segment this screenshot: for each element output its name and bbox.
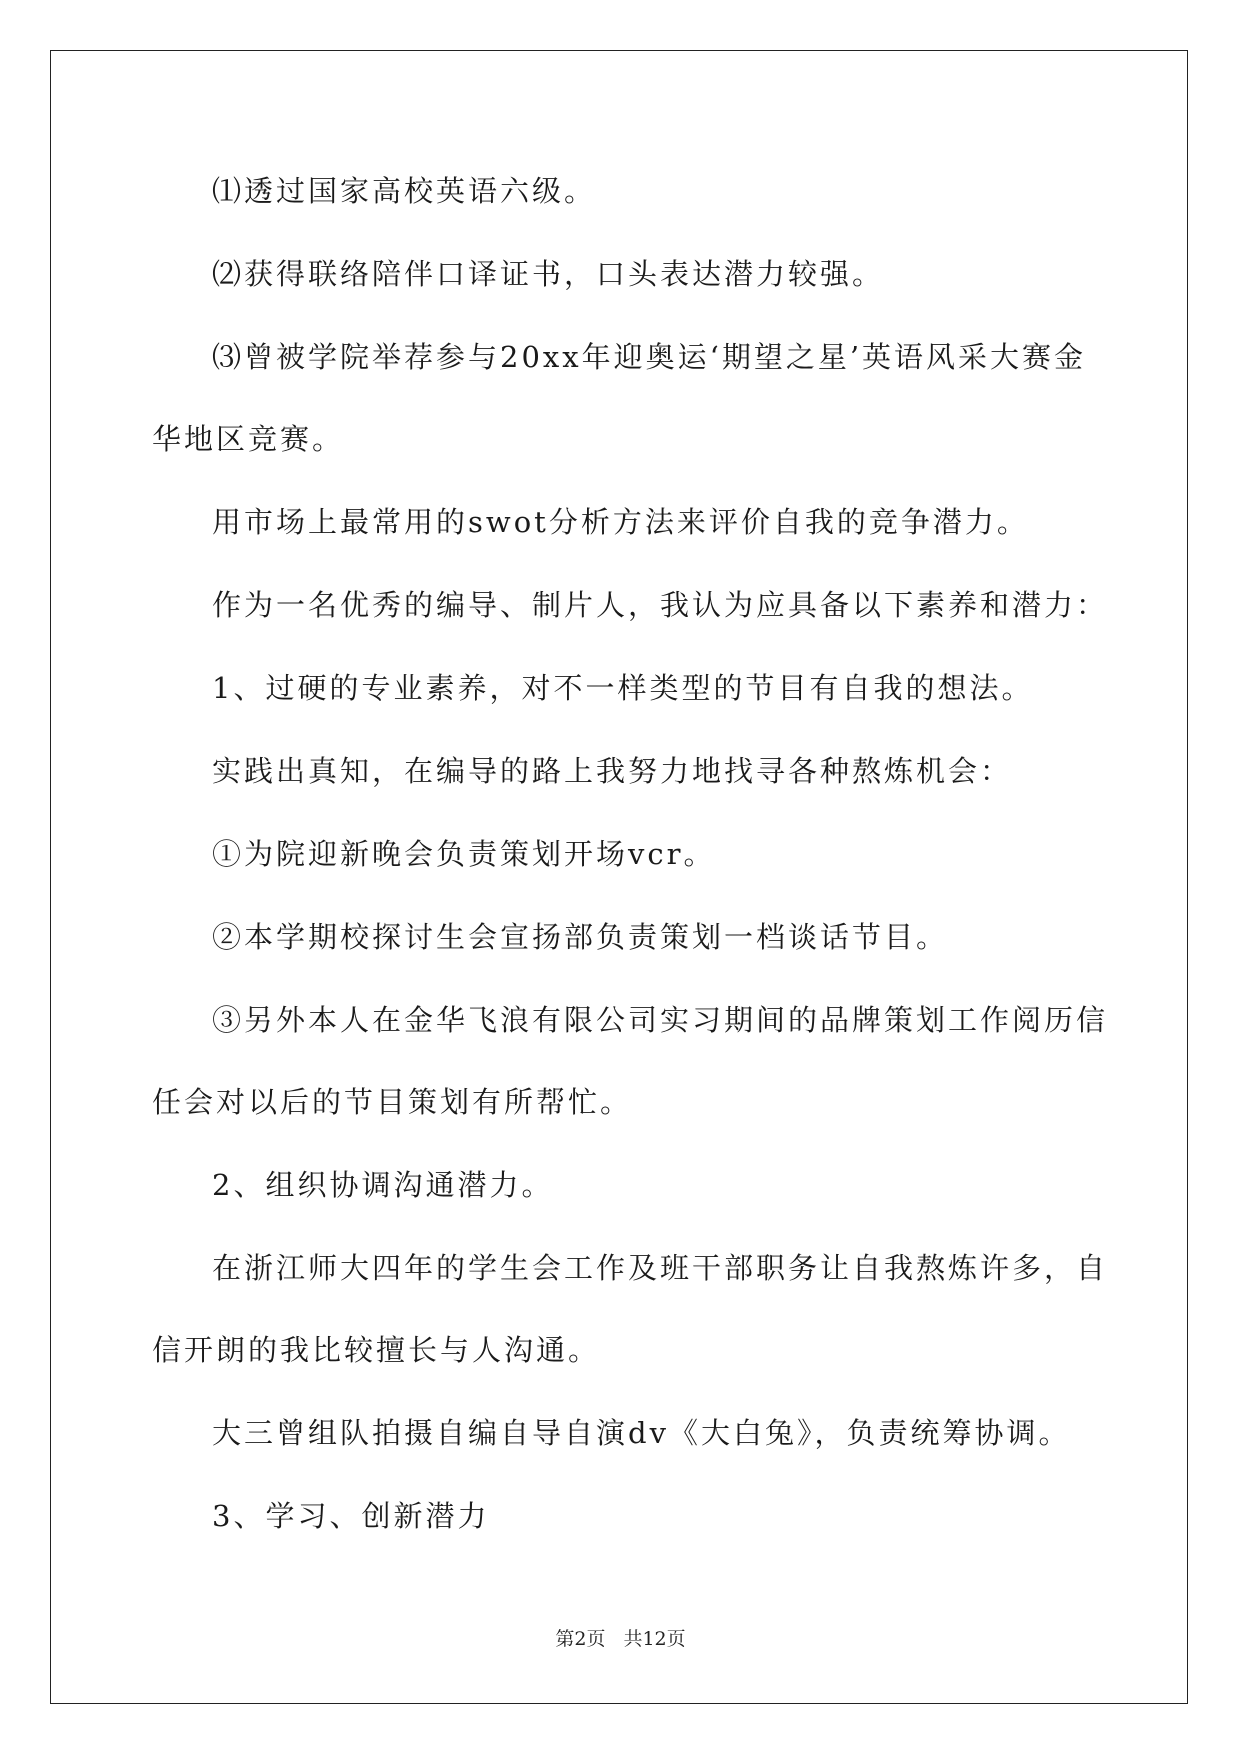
paragraph-line: 在浙江师大四年的学生会工作及班干部职务让自我熬炼许多，自 bbox=[212, 1251, 1109, 1285]
paragraph-qualities: 作为一名优秀的编导、制片人，我认为应具备以下素养和潜力： bbox=[212, 588, 1109, 622]
paragraph-item-2: 2、组织协调沟通潜力。 bbox=[212, 1168, 554, 1202]
paragraph-dv-film: 大三曾组队拍摄自编自导自演dv《大白兔》，负责统筹协调。 bbox=[212, 1416, 1071, 1450]
page-number: 第2页 bbox=[555, 1628, 606, 1650]
document-body bbox=[152, 172, 1109, 1580]
paragraph-cet6: ⑴透过国家高校英语六级。 bbox=[212, 174, 597, 208]
page-total: 共12页 bbox=[623, 1628, 686, 1650]
paragraph-line: ③另外本人在金华飞浪有限公司实习期间的品牌策划工作阅历信 bbox=[212, 1003, 1109, 1037]
paragraph-line: 华地区竞赛。 bbox=[152, 422, 345, 456]
paragraph-student-union bbox=[152, 1249, 1109, 1369]
paragraph-item-3: 3、学习、创新潜力 bbox=[212, 1499, 490, 1533]
paragraph-circle-1: ①为院迎新晚会负责策划开场vcr。 bbox=[212, 837, 716, 871]
paragraph-interpreter-cert: ⑵获得联络陪伴口译证书，口头表达潜力较强。 bbox=[212, 257, 885, 291]
paragraph-swot: 用市场上最常用的swot分析方法来评价自我的竞争潜力。 bbox=[212, 505, 1029, 539]
paragraph-line: 任会对以后的节目策划有所帮忙。 bbox=[152, 1085, 633, 1119]
paragraph-line: 信开朗的我比较擅长与人沟通。 bbox=[152, 1333, 601, 1367]
page-footer bbox=[0, 1624, 1241, 1651]
paragraph-circle-3 bbox=[152, 1001, 1109, 1121]
paragraph-english-contest bbox=[152, 338, 1087, 458]
paragraph-line: ⑶曾被学院举荐参与20xx年迎奥运‘期望之星’英语风采大赛金 bbox=[212, 340, 1087, 374]
paragraph-item-1: 1、过硬的专业素养，对不一样类型的节目有自我的想法。 bbox=[212, 671, 1034, 705]
paragraph-practice: 实践出真知，在编导的路上我努力地找寻各种熬炼机会： bbox=[212, 754, 1013, 788]
paragraph-circle-2: ②本学期校探讨生会宣扬部负责策划一档谈话节目。 bbox=[212, 920, 949, 954]
